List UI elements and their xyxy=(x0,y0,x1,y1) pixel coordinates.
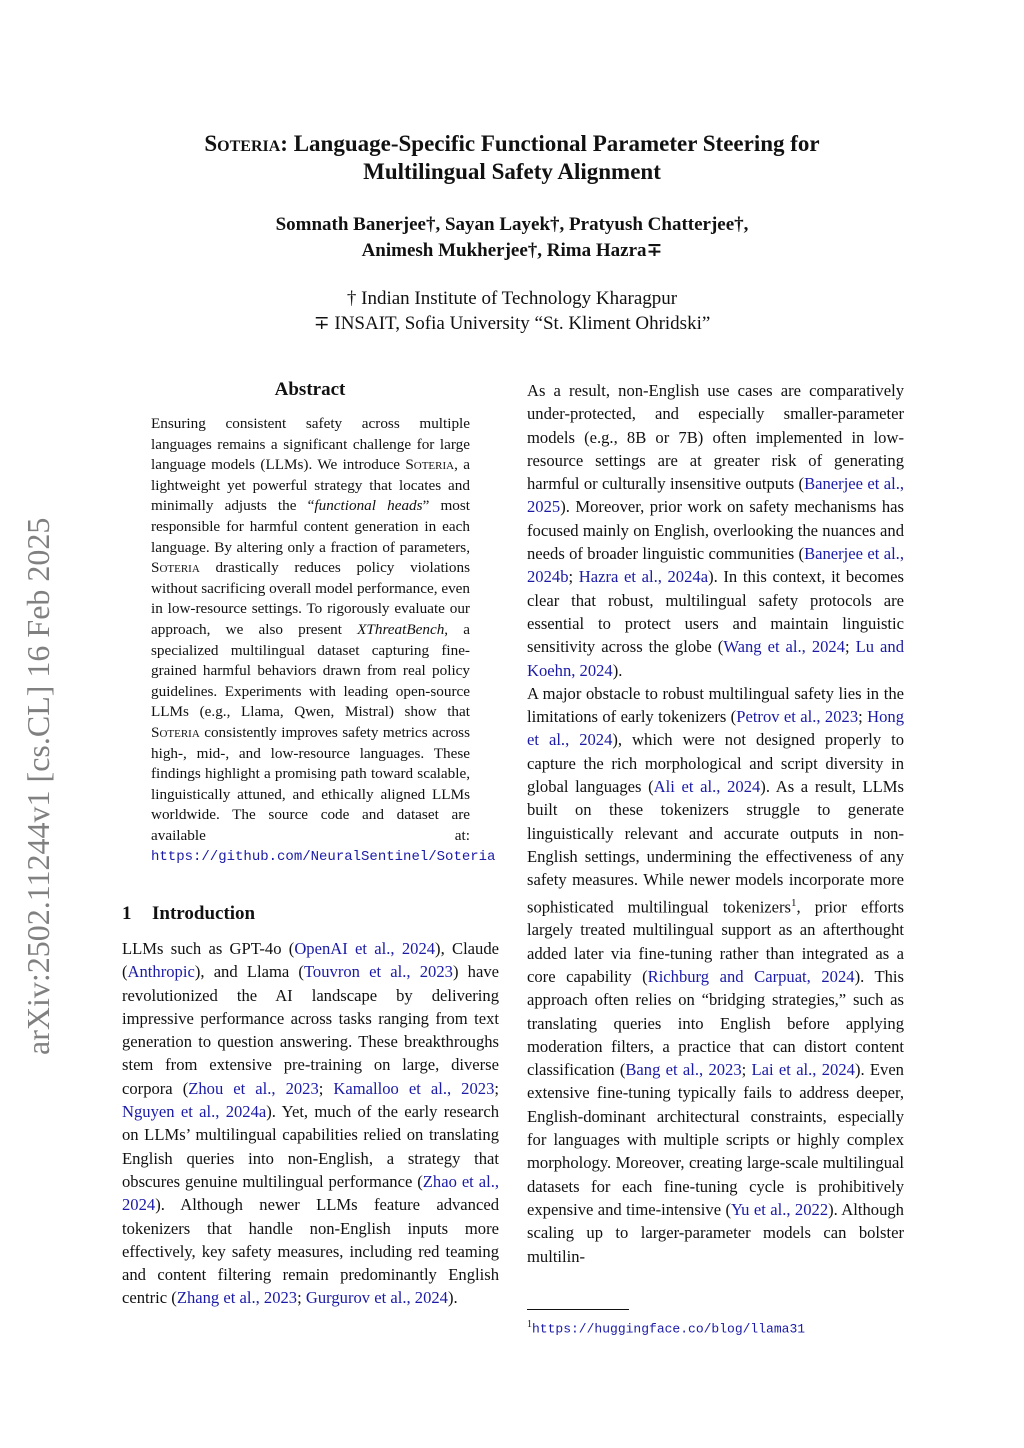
body-text: ). Even extensive fine-tuning typically fails to address deeper, English-dominant architectural constraints, especially for languages with multiple scripts or highly complex morphology. Moreover, creating large-scale multilingual datasets for each fine-tuning cycle is prohibitively expensive and time-intensive ( xyxy=(527,1060,904,1219)
section-title: Introduction xyxy=(152,903,256,924)
body-text: ; xyxy=(494,1078,499,1098)
citation-link[interactable]: Kamalloo et al., 2023 xyxy=(333,1078,495,1098)
abstract-text: consistently improves safety metrics across high-, mid-, and low-resource languages. These findings highlight a promising path toward scalable, linguistically attuned, and ethically aligned LLMs worldwide. The source code and dataset are available at: xyxy=(151,723,470,844)
body-text: ) have revolutionized the AI landscape by delivering impressive performance across tasks ranging from text generation to question answering. These breakthroughs stem from extensive pre-training on large, diverse corpora ( xyxy=(122,962,499,1098)
author-list xyxy=(180,212,844,264)
abstract-text: ” most responsible for harmful content generation in each language. By altering only a fraction of parameters, xyxy=(151,497,471,556)
abstract-text: Ensuring consistent safety across multiple languages remains a significant challenge for large language models (LLMs). We introduce xyxy=(151,415,470,474)
citation-link[interactable]: Gurgurov et al., 2024 xyxy=(305,1288,448,1308)
citation-link[interactable]: Anthropic xyxy=(127,962,195,982)
citation-link[interactable]: Wang et al., 2024 xyxy=(723,637,846,657)
body-text: ; xyxy=(318,1078,334,1098)
body-text: ), and Llama ( xyxy=(194,962,304,982)
abstract-method-name: Soteria xyxy=(151,559,200,577)
intro-paragraph-2 xyxy=(527,379,904,682)
abstract-text: drastically reduces policy violations without sacrificing overall model performance, even in low-resource settings. To rigorously evaluate our approach, we also present xyxy=(151,559,470,638)
section-number: 1 xyxy=(122,903,132,924)
citation-link[interactable]: Touvron et al., 2023 xyxy=(303,962,453,982)
affiliation-2: ∓ INSAIT, Sofia University “St. Kliment Ohridski” xyxy=(313,313,711,334)
body-text: , prior efforts largely treated multilingual support as an afterthought added later via fine-tuning rather than integrated as a core capability ( xyxy=(527,897,904,986)
body-text: ). Although newer LLMs feature advanced tokenizers that handle non-English inputs more effectively, key safety measures, including red teaming and content filtering remain predominantly English centric ( xyxy=(122,1195,499,1308)
abstract-body xyxy=(151,414,496,868)
abstract-dataset-name: XThreatBench xyxy=(357,620,445,638)
citation-link[interactable]: Petrov et al., 2023 xyxy=(736,707,859,727)
footnote-divider xyxy=(527,1309,629,1310)
citation-link[interactable]: Lai et al., 2024 xyxy=(751,1060,855,1080)
abstract-method-name: Soteria xyxy=(151,723,200,741)
body-text: ). Although scaling up to larger-parameter models can bolster multilin- xyxy=(527,1199,904,1266)
abstract-text: , a lightweight yet powerful strategy that locates and minimally adjusts the “ xyxy=(151,456,470,515)
citation-link[interactable]: Nguyen et al., 2024a xyxy=(122,1102,267,1122)
author-line-1: Somnath Banerjee†, Sayan Layek†, Pratyush Chatterjee†, xyxy=(275,214,749,235)
citation-link[interactable]: OpenAI et al., 2024 xyxy=(294,939,436,958)
body-text: ). xyxy=(612,660,623,680)
title-rest: : Language-Specific Functional Parameter Steering for Multilingual Safety Alignment xyxy=(280,131,820,184)
section-heading-introduction xyxy=(122,903,502,925)
body-text: ), Claude ( xyxy=(122,939,500,982)
intro-right-column xyxy=(527,379,904,1268)
intro-left-column xyxy=(122,937,499,1310)
title-method-name: Soteria xyxy=(204,131,281,156)
affiliation-1: † Indian Institute of Technology Kharagpur xyxy=(346,288,678,309)
abstract-method-name: Soteria xyxy=(405,456,455,474)
intro-paragraph-3 xyxy=(527,682,904,1268)
body-text: ). In this context, it becomes clear that robust, multilingual safety protocols are essential to protect users and maintain linguistic sensitivity across the globe ( xyxy=(527,567,904,657)
body-text: A major obstacle to robust multilingual safety lies in the limitations of early tokenizers ( xyxy=(527,683,904,727)
citation-link[interactable]: Richburg and Carpuat, 2024 xyxy=(647,966,855,986)
abstract-heading: Abstract xyxy=(274,379,346,400)
arxiv-stamp-text: arXiv:2502.11244v1 [cs.CL] 16 Feb 2025 xyxy=(20,517,56,1055)
abstract-text: , a specialized multilingual dataset capturing fine-grained harmful behaviors drawn from real policy guidelines. Experiments with leading open-source LLMs (e.g., Llama, Qwen, Mistral) show that xyxy=(151,620,470,721)
footnote-marker[interactable]: 1 xyxy=(791,896,797,909)
footnote-link[interactable]: https://huggingface.co/blog/llama31 xyxy=(532,1321,806,1337)
body-text: ; xyxy=(845,637,856,657)
arxiv-stamp xyxy=(20,455,60,1055)
body-text: ), which were not designed properly to capture the rich morphological and script diversity in global languages ( xyxy=(527,730,905,797)
body-text: LLMs such as GPT-4o ( xyxy=(122,939,295,958)
body-text: ). xyxy=(447,1288,458,1308)
body-text: ; xyxy=(858,707,868,727)
citation-link[interactable]: Banerjee et al., 2024b xyxy=(527,544,904,587)
citation-link[interactable]: Lu and Koehn, 2024 xyxy=(527,637,905,680)
code-link[interactable]: https://github.com/NeuralSentinel/Soteria xyxy=(151,849,496,866)
footnote xyxy=(527,1316,904,1339)
intro-paragraph-1 xyxy=(122,937,499,1310)
body-text: ). Moreover, prior work on safety mechanisms has focused mainly on English, overlooking the nuances and needs of broader linguistic communities ( xyxy=(527,497,904,564)
citation-link[interactable]: Zhang et al., 2023 xyxy=(176,1288,298,1308)
author-line-2: Animesh Mukherjee†, Rima Hazra∓ xyxy=(361,240,663,261)
body-text: ). Yet, much of the early research on LLMs’ multilingual capabilities relied on translating English queries into non-English, a strategy that obscures genuine multilingual performance ( xyxy=(122,1102,499,1191)
citation-link[interactable]: Ali et al., 2024 xyxy=(653,777,761,797)
footnote-number: 1 xyxy=(527,1319,532,1330)
citation-link[interactable]: Yu et al., 2022 xyxy=(731,1199,829,1219)
body-text: ; xyxy=(568,567,579,587)
body-text: ; xyxy=(297,1288,306,1308)
citation-link[interactable]: Hazra et al., 2024a xyxy=(578,567,709,587)
citation-link[interactable]: Zhou et al., 2023 xyxy=(188,1078,319,1098)
body-text: As a result, non-English use cases are comparatively under-protected, and especially smaller-parameter models (e.g., 8B or 7B) often implemented in low-resource settings are at greater risk of generating harmful or culturally insensitive outputs ( xyxy=(527,381,904,494)
citation-link[interactable]: Banerjee et al., 2025 xyxy=(527,474,904,517)
abstract-italic: functional heads xyxy=(314,497,423,515)
body-text: ; xyxy=(741,1060,752,1080)
body-text: ). This approach often relies on “bridging strategies,” such as translating queries into English before applying moderation filters, a practice that can distort content classification ( xyxy=(527,966,904,1080)
citation-link[interactable]: Hong et al., 2024 xyxy=(527,707,904,750)
body-text: ). As a result, LLMs built on these tokenizers struggle to generate linguistically relevant and accurate outputs in non-English settings, undermining the effectiveness of any safety measures. While newer models incorporate more sophisticated multilingual tokenizers xyxy=(527,777,904,917)
affiliations xyxy=(180,286,844,336)
citation-link[interactable]: Bang et al., 2023 xyxy=(625,1060,742,1080)
paper-title xyxy=(150,130,874,186)
citation-link[interactable]: Zhao et al., 2024 xyxy=(122,1171,499,1215)
